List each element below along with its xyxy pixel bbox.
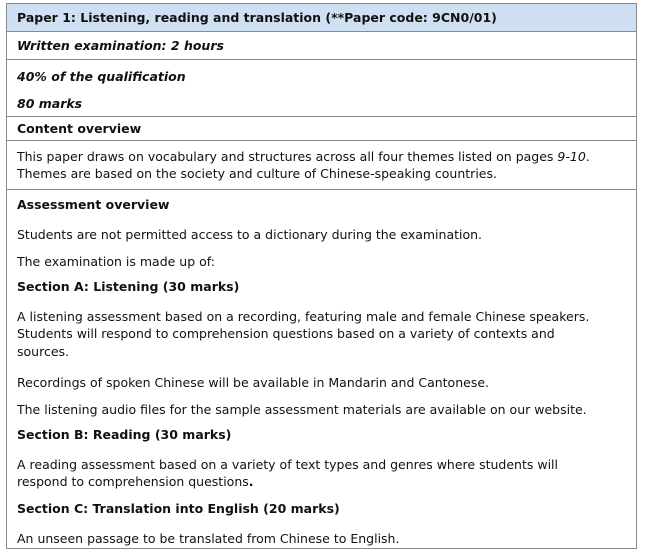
section-b-line-2: respond to comprehension questions.	[17, 474, 254, 489]
section-a-line-2: Students will respond to comprehension questions based on a variety of contexts and	[17, 326, 555, 341]
paper-1-table	[6, 3, 637, 549]
assessment-overview-section	[7, 190, 636, 550]
section-c-line-1: An unseen passage to be translated from Chinese to English.	[17, 531, 400, 546]
section-b-line-1: A reading assessment based on a variety of text types and genres where students will	[17, 457, 558, 472]
recordings-note: Recordings of spoken Chinese will be available in Mandarin and Cantonese.	[17, 375, 489, 390]
section-a-line-1: A listening assessment based on a recording, featuring male and female Chinese speakers.	[17, 309, 590, 324]
duration-text: Written examination: 2 hours	[17, 38, 224, 53]
assessment-overview-heading: Assessment overview	[17, 197, 170, 212]
content-overview-line-1: This paper draws on vocabulary and structures across all four themes listed on pages 9-10.	[17, 149, 590, 164]
table-header	[7, 4, 636, 32]
dictionary-note: Students are not permitted access to a dictionary during the examination.	[17, 227, 483, 242]
paper-title: Paper 1: Listening, reading and translation (**Paper code: 9CN0/01)	[17, 10, 497, 25]
duration-row	[7, 32, 636, 60]
content-overview-body	[7, 141, 636, 190]
section-a-line-3: sources.	[17, 344, 69, 359]
content-overview-line-2: Themes are based on the society and culture of Chinese-speaking countries.	[17, 166, 497, 181]
section-a-heading: Section A: Listening (30 marks)	[17, 279, 240, 294]
marks-rows	[7, 60, 636, 116]
total-marks: 80 marks	[17, 96, 83, 111]
audio-files-note: The listening audio files for the sample assessment materials are available on our website.	[17, 402, 587, 417]
made-up-of-text: The examination is made up of:	[17, 254, 215, 269]
section-b-heading: Section B: Reading (30 marks)	[17, 427, 232, 442]
qualification-weight: 40% of the qualification	[17, 69, 186, 84]
content-overview-heading: Content overview	[17, 121, 142, 136]
content-overview-heading-row	[7, 116, 636, 141]
section-c-heading: Section C: Translation into English (20 marks)	[17, 501, 340, 516]
